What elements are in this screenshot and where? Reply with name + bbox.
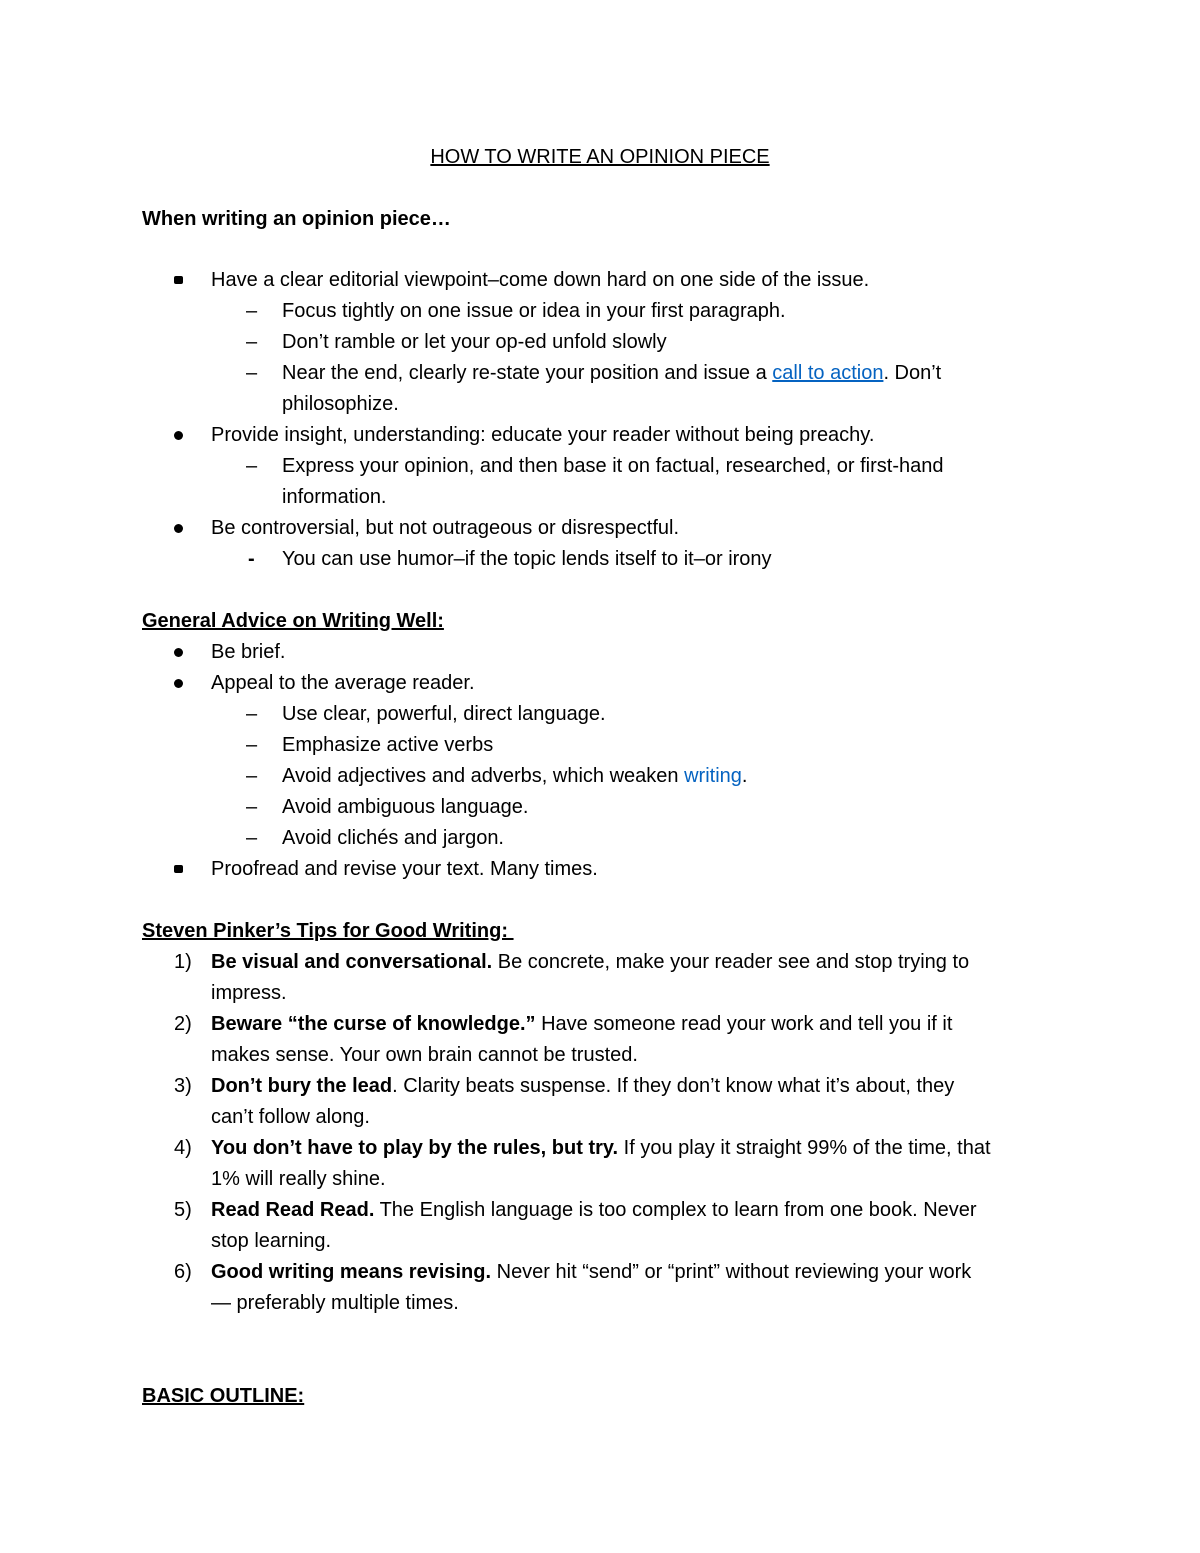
list-subitem xyxy=(282,360,941,386)
list-subitem: You can use humor–if the topic lends itself to it–or irony xyxy=(282,548,772,570)
dash-marker: – xyxy=(246,765,258,787)
list-subitem xyxy=(282,763,747,789)
numbered-item xyxy=(211,1073,954,1099)
dash-marker: – xyxy=(246,796,258,818)
section-heading: Steven Pinker’s Tips for Good Writing: xyxy=(142,920,514,942)
bullet-icon xyxy=(174,648,183,657)
item-lead: Don’t bury the lead xyxy=(211,1075,393,1097)
numbered-item-continuation: stop learning. xyxy=(211,1230,332,1252)
subitem-text: Avoid adjectives and adverbs, which weaken xyxy=(282,765,685,787)
intro-heading: When writing an opinion piece… xyxy=(142,208,451,230)
numbered-item-continuation: makes sense. Your own brain cannot be trusted. xyxy=(211,1044,638,1066)
subitem-text: . Don’t xyxy=(883,362,942,384)
list-subitem: Express your opinion, and then base it on factual, researched, or first-hand xyxy=(282,455,944,477)
list-subitem: Focus tightly on one issue or idea in your first paragraph. xyxy=(282,300,786,322)
section-heading: BASIC OUTLINE: xyxy=(142,1385,305,1407)
bullet-icon xyxy=(174,865,183,873)
list-subitem: Emphasize active verbs xyxy=(282,734,494,756)
numbered-item xyxy=(211,949,969,975)
bullet-icon xyxy=(174,679,183,688)
item-text: The English language is too complex to learn from one book. Never xyxy=(374,1199,977,1221)
numbered-item-continuation: — preferably multiple times. xyxy=(211,1292,459,1314)
list-subitem: Avoid ambiguous language. xyxy=(282,796,529,818)
bullet-icon xyxy=(174,524,183,533)
numbered-item xyxy=(211,1135,991,1161)
list-subitem: Don’t ramble or let your op-ed unfold slowly xyxy=(282,331,667,353)
numbered-item xyxy=(211,1197,977,1223)
dash-marker: – xyxy=(246,455,258,477)
item-lead: Be visual and conversational. xyxy=(211,951,493,973)
list-number: 1) xyxy=(174,951,192,973)
dash-marker: – xyxy=(246,362,258,384)
item-lead: Good writing means revising. xyxy=(211,1261,492,1283)
list-item: Be brief. xyxy=(211,641,286,663)
dash-marker: – xyxy=(246,734,258,756)
list-item: Proofread and revise your text. Many times. xyxy=(211,858,598,880)
dash-marker: – xyxy=(246,703,258,725)
item-lead: Read Read Read. xyxy=(211,1199,375,1221)
dash-marker: – xyxy=(246,300,258,322)
item-text: . Clarity beats suspense. If they don’t know what it’s about, they xyxy=(392,1075,955,1097)
item-lead: You don’t have to play by the rules, but try. xyxy=(211,1137,619,1159)
list-number: 3) xyxy=(174,1075,192,1097)
item-lead: Beware “the curse of knowledge.” xyxy=(211,1013,536,1035)
list-subitem-continuation: information. xyxy=(282,486,387,508)
item-text: If you play it straight 99% of the time, that xyxy=(618,1137,991,1159)
dash-marker: – xyxy=(246,331,258,353)
item-text: Have someone read your work and tell you if it xyxy=(535,1013,953,1035)
bullet-icon xyxy=(174,431,183,440)
numbered-item-continuation: can’t follow along. xyxy=(211,1106,370,1128)
subitem-text: Near the end, clearly re-state your position and issue a xyxy=(282,362,773,384)
list-subitem: Avoid clichés and jargon. xyxy=(282,827,504,849)
numbered-item xyxy=(211,1011,952,1037)
list-item: Have a clear editorial viewpoint–come down hard on one side of the issue. xyxy=(211,269,870,291)
list-subitem-continuation: philosophize. xyxy=(282,393,399,415)
numbered-item xyxy=(211,1259,971,1285)
bullet-icon xyxy=(174,276,183,284)
section-heading: General Advice on Writing Well: xyxy=(142,610,444,632)
hyphen-marker: - xyxy=(248,548,255,570)
dash-marker: – xyxy=(246,827,258,849)
call-to-action-link[interactable]: call to action xyxy=(772,362,884,384)
writing-link[interactable]: writing xyxy=(684,765,742,787)
subitem-text: . xyxy=(741,765,748,787)
numbered-item-continuation: impress. xyxy=(211,982,287,1004)
item-text: Never hit “send” or “print” without reviewing your work xyxy=(491,1261,972,1283)
numbered-item-continuation: 1% will really shine. xyxy=(211,1168,386,1190)
list-item: Appeal to the average reader. xyxy=(211,672,475,694)
item-text: Be concrete, make your reader see and stop trying to xyxy=(492,951,970,973)
list-number: 5) xyxy=(174,1199,192,1221)
list-number: 6) xyxy=(174,1261,192,1283)
list-number: 2) xyxy=(174,1013,192,1035)
list-item: Provide insight, understanding: educate your reader without being preachy. xyxy=(211,424,875,446)
list-item: Be controversial, but not outrageous or disrespectful. xyxy=(211,517,680,539)
list-subitem: Use clear, powerful, direct language. xyxy=(282,703,606,725)
list-number: 4) xyxy=(174,1137,192,1159)
page-title: HOW TO WRITE AN OPINION PIECE xyxy=(430,146,770,168)
